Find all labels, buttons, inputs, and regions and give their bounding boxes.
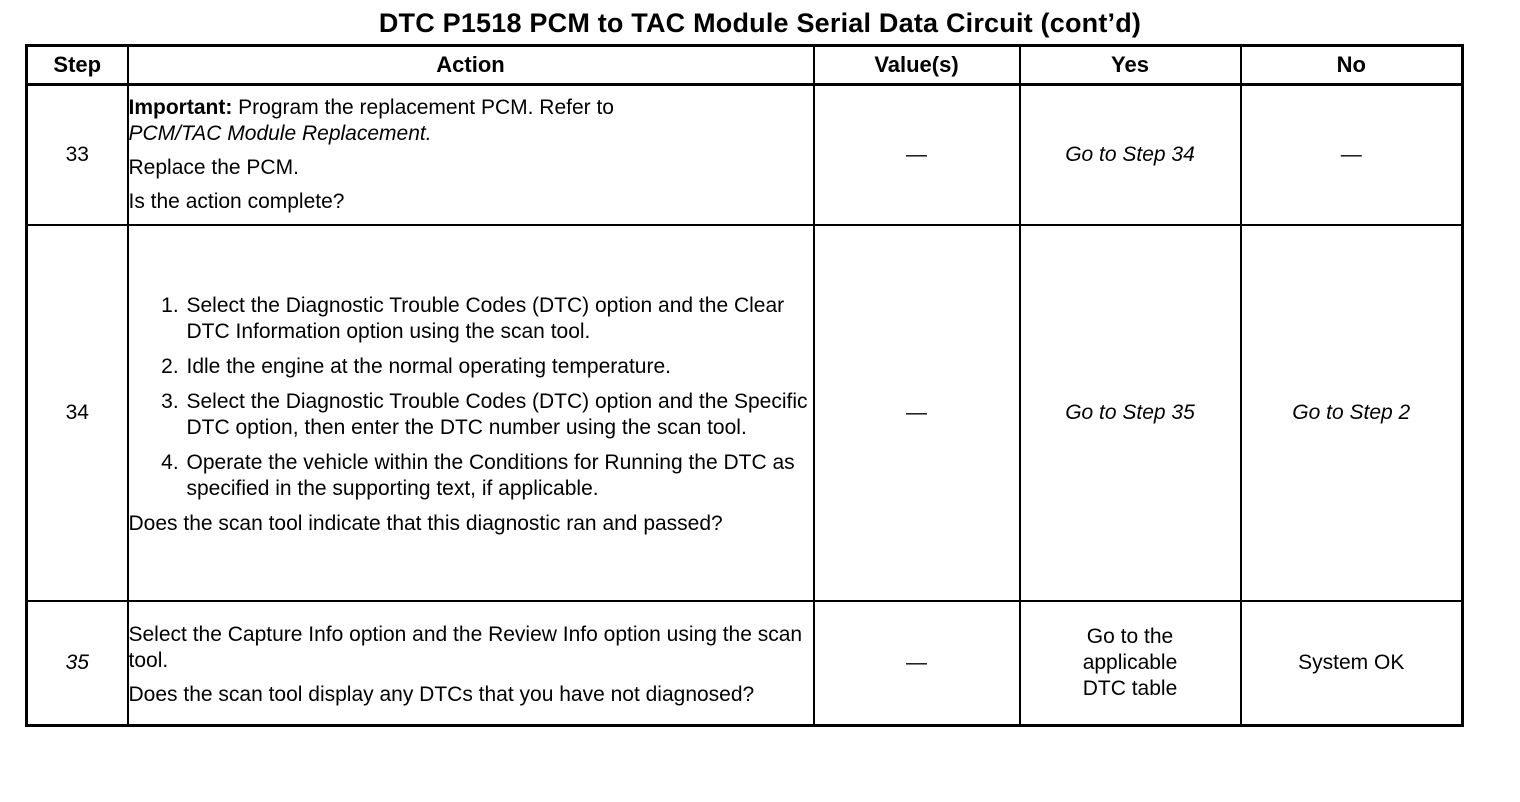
no-cell: — (1241, 85, 1463, 226)
no-cell: System OK (1241, 601, 1463, 726)
yes-line: DTC table (1082, 677, 1178, 700)
value-cell: — (814, 85, 1020, 226)
procedure-item: 2. Idle the engine at the normal operating temperature. (185, 354, 813, 380)
header-step: Step (27, 46, 128, 85)
action-cell (128, 85, 814, 226)
step-number: 35 (27, 601, 128, 726)
procedure-list (129, 293, 813, 502)
value-cell: — (814, 601, 1020, 726)
action-question: Is the action complete? (128, 190, 345, 213)
page-title: DTC P1518 PCM to TAC Module Serial Data Circuit (cont’d) (378, 8, 1142, 38)
yes-line: applicable (1082, 651, 1178, 674)
header-values: Value(s) (814, 46, 1020, 85)
action-question: Does the scan tool display any DTCs that you have not diagnosed? (128, 683, 755, 706)
yes-line: Go to the (1086, 625, 1174, 648)
action-cell (128, 225, 814, 601)
dtc-table (25, 44, 1464, 727)
no-cell: Go to Step 2 (1241, 225, 1463, 601)
action-instruction: Select the Capture Info option and the Review Info option using the scan tool. (128, 623, 803, 672)
table-row-step-33 (27, 85, 1463, 226)
action-instruction: Replace the PCM. (128, 156, 299, 179)
yes-cell: Go to Step 35 (1020, 225, 1241, 601)
yes-cell: Go to Step 34 (1020, 85, 1241, 226)
step-number: 34 (27, 225, 128, 601)
step-number: 33 (27, 85, 128, 226)
header-action: Action (128, 46, 814, 85)
important-text: Program the replacement PCM. Refer to (232, 96, 614, 119)
table-header-row (27, 46, 1463, 85)
important-reference: PCM/TAC Module Replacement. (128, 122, 432, 145)
procedure-item: 1. Select the Diagnostic Trouble Codes (DTC) option and the Clear DTC Information option using the scan tool. (185, 293, 813, 345)
procedure-item: 3. Select the Diagnostic Trouble Codes (DTC) option and the Specific DTC option, then enter the DTC number using the scan tool. (185, 389, 813, 441)
header-yes: Yes (1020, 46, 1241, 85)
important-note (129, 95, 813, 147)
table-row-step-35 (27, 601, 1463, 726)
action-question: Does the scan tool indicate that this diagnostic ran and passed? (128, 512, 723, 535)
value-cell: — (814, 225, 1020, 601)
important-label: Important: (128, 96, 233, 119)
action-cell (128, 601, 814, 726)
table-row-step-34 (27, 225, 1463, 601)
header-no: No (1241, 46, 1463, 85)
procedure-item: 4. Operate the vehicle within the Conditions for Running the DTC as specified in the supporting text, if applicable. (185, 450, 813, 502)
yes-cell (1020, 601, 1241, 726)
